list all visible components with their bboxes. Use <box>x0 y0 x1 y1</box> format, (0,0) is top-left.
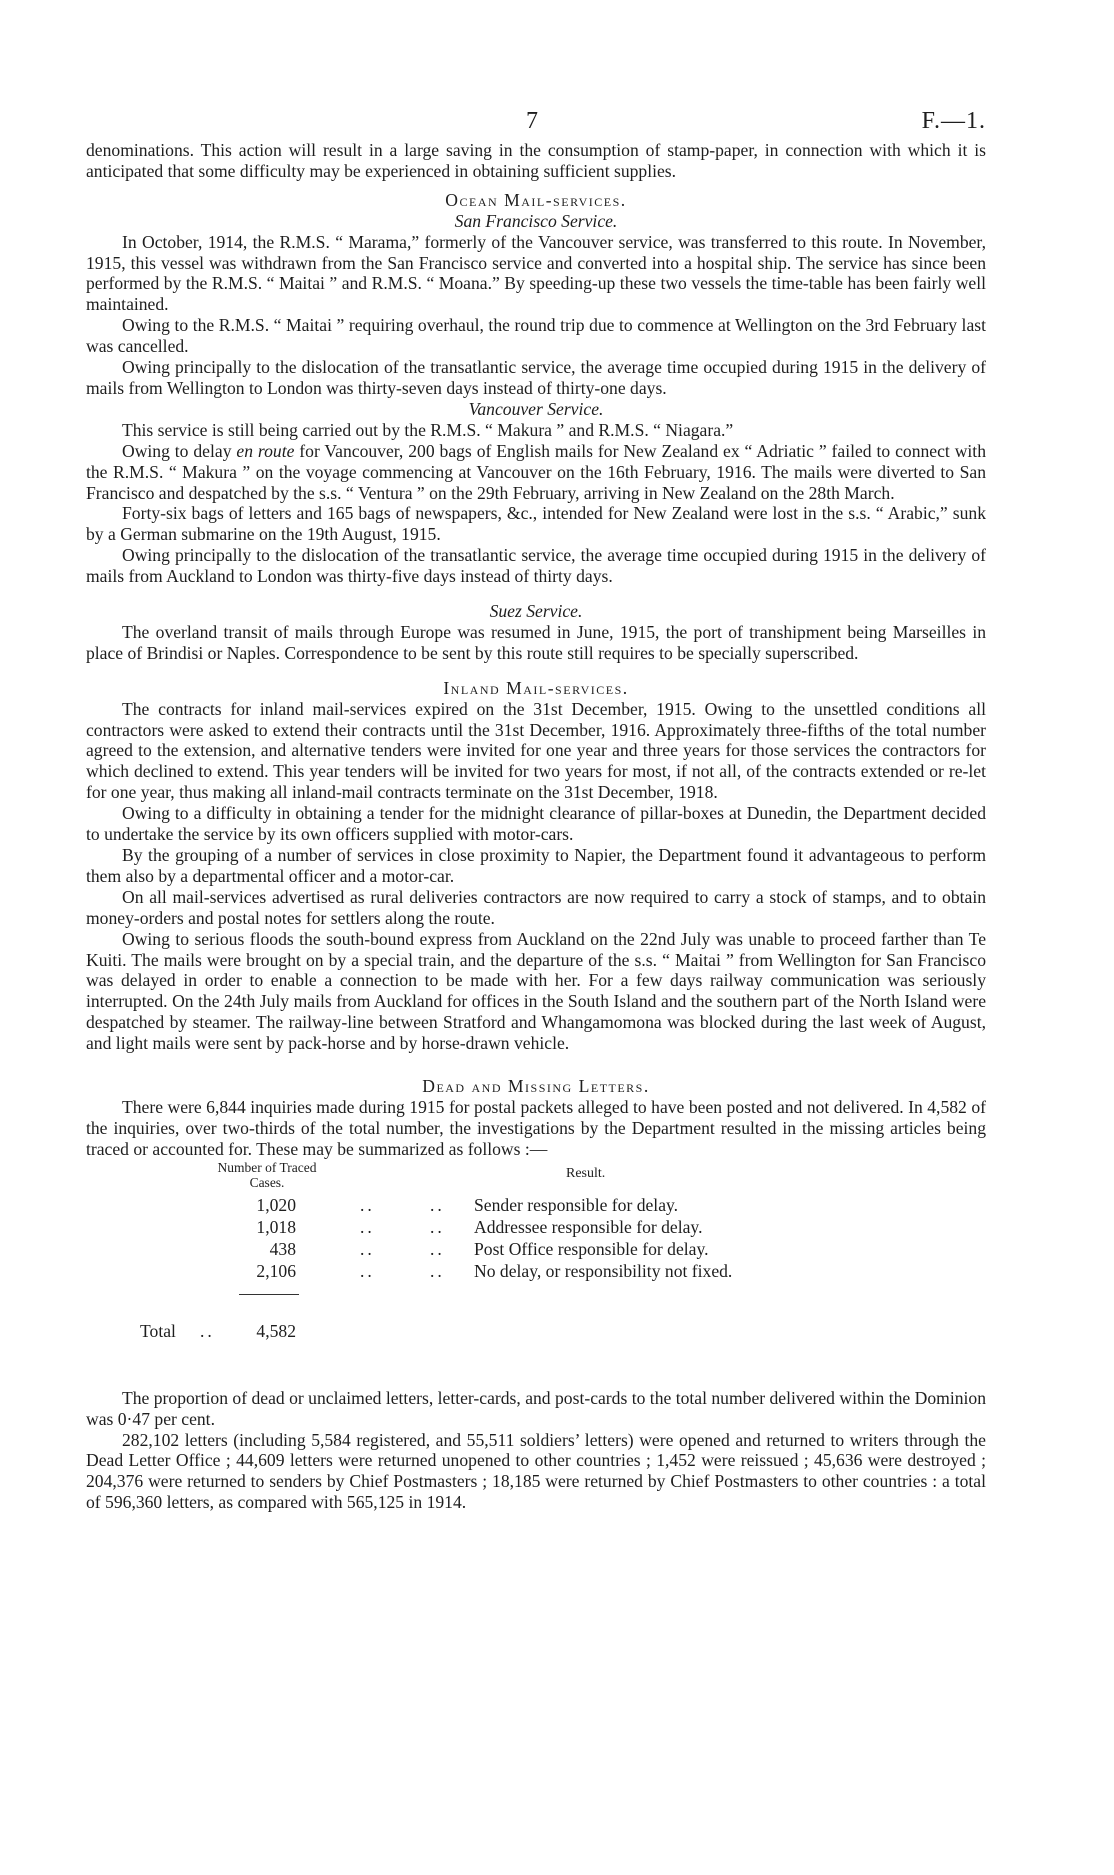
table-cell-number: 1,020 <box>256 1194 296 1215</box>
paragraph-intro: denominations. This action will result in a large saving in the consumption of stamp-paper, in connection with which it is anticipated that some difficulty may be experienced in obtaining sufficient supplies. <box>86 140 986 181</box>
total-value: 4,582 <box>256 1320 296 1341</box>
subheading-san-francisco: San Francisco Service. <box>454 210 618 231</box>
paragraph-sf-1: In October, 1914, the R.M.S. “ Marama,” formerly of the Vancouver service, was transferred to this route. In November, 1915, this vessel was withdrawn from the San Francisco service and converted into a hospital ship. The service has since been performed by the R.M.S. “ Maitai ” and R.M.S. “ Moana.” By speeding-up these two vessels the time-table has been fairly well maintained. <box>86 231 986 315</box>
subheading-suez: Suez Service. <box>489 601 583 622</box>
document-reference: F.—1. <box>921 108 986 134</box>
table-leader: .. <box>360 1238 375 1259</box>
paragraph-inland-3: By the grouping of a number of services in close proximity to Napier, the Department found it advantageous to perform them also by a departmental officer and a motor-car. <box>86 845 986 886</box>
paragraph-dead-3: 282,102 letters (including 5,584 registered, and 55,511 soldiers’ letters) were opened and returned to writers through the Dead Letter Office ; 44,609 letters were returned unopened to other countries ; 1,452 were reissued ; 45,636 were destroyed ; 204,376 were returned to senders by Chief Postmasters ; 18,185 were returned by Chief Postmasters to other countries : a total of 596,360 letters, as compared with 565,125 in 1914. <box>86 1429 986 1513</box>
table-cell-number: 438 <box>269 1238 296 1259</box>
traced-cases-table <box>86 1160 986 1388</box>
table-cell-result: Addressee responsible for delay. <box>474 1216 703 1237</box>
paragraph-dead-2: The proportion of dead or unclaimed letters, letter-cards, and post-cards to the total number delivered within the Dominion was 0·47 per cent. <box>86 1387 986 1429</box>
paragraph-van-3: Forty-six bags of letters and 165 bags of newspapers, &c., intended for New Zealand were lost in the s.s. “ Arabic,” sunk by a German submarine on the 19th August, 1915. <box>86 503 986 545</box>
page-header <box>86 100 986 140</box>
paragraph-inland-4: On all mail-services advertised as rural deliveries contractors are now required to carry a stock of stamps, and to obtain money-orders and postal notes for settlers along the route. <box>86 886 986 928</box>
table-leader: .. <box>430 1238 445 1259</box>
table-row <box>86 1260 986 1282</box>
table-header-result: Result. <box>566 1165 606 1181</box>
table-leader: .. <box>360 1260 375 1281</box>
table-leader: .. <box>430 1260 445 1281</box>
page-number: 7 <box>526 108 538 134</box>
table-row <box>86 1238 986 1260</box>
total-label: Total <box>140 1320 176 1341</box>
paragraph-inland-1: The contracts for inland mail-services expired on the 31st December, 1915. Owing to the unsettled conditions all contractors were asked to extend their contracts until the 31st December, 1916. Approximately three-fifths of the total number agreed to the extension, and alternative tenders were invited for one year and three years for those services the contractors for which declined to extend. This year tenders will be invited for two years for most, if not all, of the contracts extended or re-let for one year, thus making all inland-mail contracts terminate on the 31st December, 1918. <box>86 698 986 803</box>
table-total-row <box>86 1320 986 1342</box>
table-cell-number: 1,018 <box>256 1216 296 1237</box>
heading-dead-and-missing-letters: Dead and Missing Letters. <box>422 1076 650 1097</box>
table-leader: .. <box>430 1216 445 1237</box>
table-header-number: Number of Traced Cases. <box>217 1159 317 1190</box>
table-row <box>86 1194 986 1216</box>
paragraph-van-2-b: for Vancouver, 200 bags of English mails for New Zealand ex “ Adriatic ” failed to connect with the R.M.S. “ Makura ” on the voyage commencing at Vancouver on the 16th February, 1916. The mails were diverted to San Francisco and despatched by the s.s. “ Ventura ” on the 29th February, arriving in New Zealand on the 28th March. <box>86 440 986 503</box>
table-cell-result: No delay, or responsibility not fixed. <box>474 1260 733 1281</box>
heading-ocean-mail-services: Ocean Mail-services. <box>445 189 627 210</box>
paragraph-inland-2: Owing to a difficulty in obtaining a tender for the midnight clearance of pillar-boxes at Dunedin, the Department decided to undertake the service by its own officers supplied with motor-cars. <box>86 803 986 845</box>
heading-inland-mail-services: Inland Mail-services. <box>443 677 629 698</box>
total-rule <box>239 1294 299 1295</box>
table-cell-number: 2,106 <box>256 1260 296 1281</box>
paragraph-dead-1: There were 6,844 inquiries made during 1915 for postal packets alleged to have been posted and not delivered. In 4,582 of the inquiries, over two-thirds of the total number, the investigations by the Department resulted in the missing articles being traced or accounted for. These may be summarized as follows :— <box>86 1096 986 1159</box>
table-leader: .. <box>430 1194 445 1215</box>
paragraph-sf-2: Owing to the R.M.S. “ Maitai ” requiring overhaul, the round trip due to commence at Wellington on the 3rd February last was cancelled. <box>86 315 986 357</box>
table-row <box>86 1216 986 1238</box>
table-leader: .. <box>360 1194 375 1215</box>
table-leader: .. <box>360 1216 375 1237</box>
subheading-vancouver: Vancouver Service. <box>468 398 604 419</box>
paragraph-inland-5: Owing to serious floods the south-bound express from Auckland on the 22nd July was unable to proceed farther than Te Kuiti. The mails were brought on by a special train, and the departure of the s.s. “ Maitai ” from Wellington for San Francisco was delayed in order to enable a connection to be made with her. For a few days railway communication was seriously interrupted. On the 24th July mails from Auckland for offices in the South Island and the southern part of the North Island were despatched by steamer. The railway-line between Stratford and Whangamomona was blocked during the last week of August, and light mails were sent by pack-horse and by horse-drawn vehicle. <box>86 928 986 1054</box>
paragraph-van-2-a: Owing to delay <box>122 440 237 461</box>
paragraph-van-1: This service is still being carried out by the R.M.S. “ Makura ” and R.M.S. “ Niagara.” <box>122 419 734 440</box>
table-cell-result: Sender responsible for delay. <box>474 1194 679 1215</box>
paragraph-van-4: Owing principally to the dislocation of the transatlantic service, the average time occupied during 1915 in the delivery of mails from Auckland to London was thirty-five days instead of thirty days. <box>86 545 986 587</box>
paragraph-van-2 <box>86 441 986 504</box>
paragraph-suez-1: The overland transit of mails through Europe was resumed in June, 1915, the port of transhipment being Marseilles in place of Brindisi or Naples. Correspondence to be sent by this route still requires to be specially superscribed. <box>86 621 986 663</box>
table-cell-result: Post Office responsible for delay. <box>474 1238 709 1259</box>
paragraph-sf-3: Owing principally to the dislocation of the transatlantic service, the average time occupied during 1915 in the delivery of mails from Wellington to London was thirty-seven days instead of thirty-one days. <box>86 357 986 398</box>
en-route-italic: en route <box>236 440 295 461</box>
page <box>86 100 986 1513</box>
table-leader: .. <box>200 1320 215 1341</box>
